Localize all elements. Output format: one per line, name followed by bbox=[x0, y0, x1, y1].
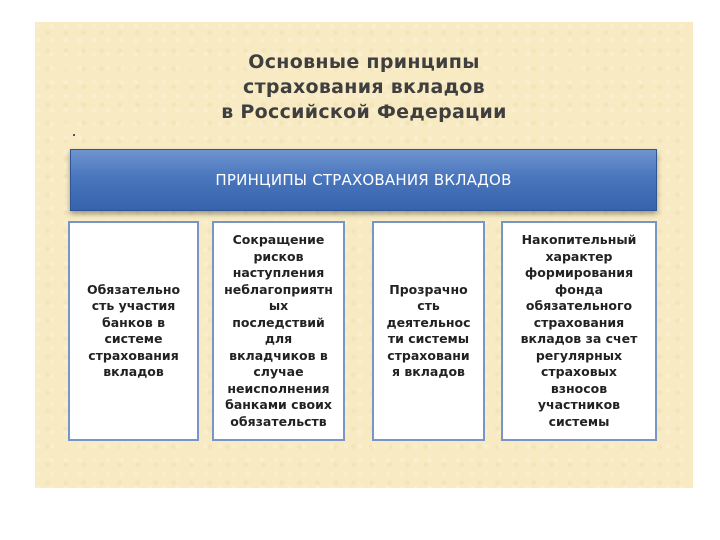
bullet-dot bbox=[73, 134, 75, 136]
title-line-1: Основные принципы bbox=[248, 51, 480, 73]
title-line-3: в Российской Федерации bbox=[221, 101, 507, 123]
principles-header bbox=[70, 149, 657, 211]
principles-header-label: ПРИНЦИПЫ СТРАХОВАНИЯ ВКЛАДОВ bbox=[215, 171, 512, 189]
principle-box-transparency bbox=[372, 221, 485, 441]
slide-title bbox=[35, 50, 693, 125]
title-line-2: страхования вкладов bbox=[243, 76, 485, 98]
principle-box-risk-reduction bbox=[212, 221, 345, 441]
principle-box-mandatory-participation bbox=[68, 221, 199, 441]
principle-text: Прозрачно сть деятельнос ти системы страховани я вкладов bbox=[386, 281, 471, 379]
principle-text: Сокращение рисков наступления неблагоприятн ых последствий для вкладчиков в случае неисполнения банками своих обязательств bbox=[224, 232, 333, 429]
principle-box-funded-character bbox=[501, 221, 657, 441]
slide bbox=[35, 22, 693, 488]
principle-text: Накопительный характер формирования фонда обязательного страхования вкладов за счет регулярных страховых взносов участников системы bbox=[520, 232, 638, 429]
principle-text: Обязательно сть участия банков в системе страхования вкладов bbox=[86, 281, 181, 379]
